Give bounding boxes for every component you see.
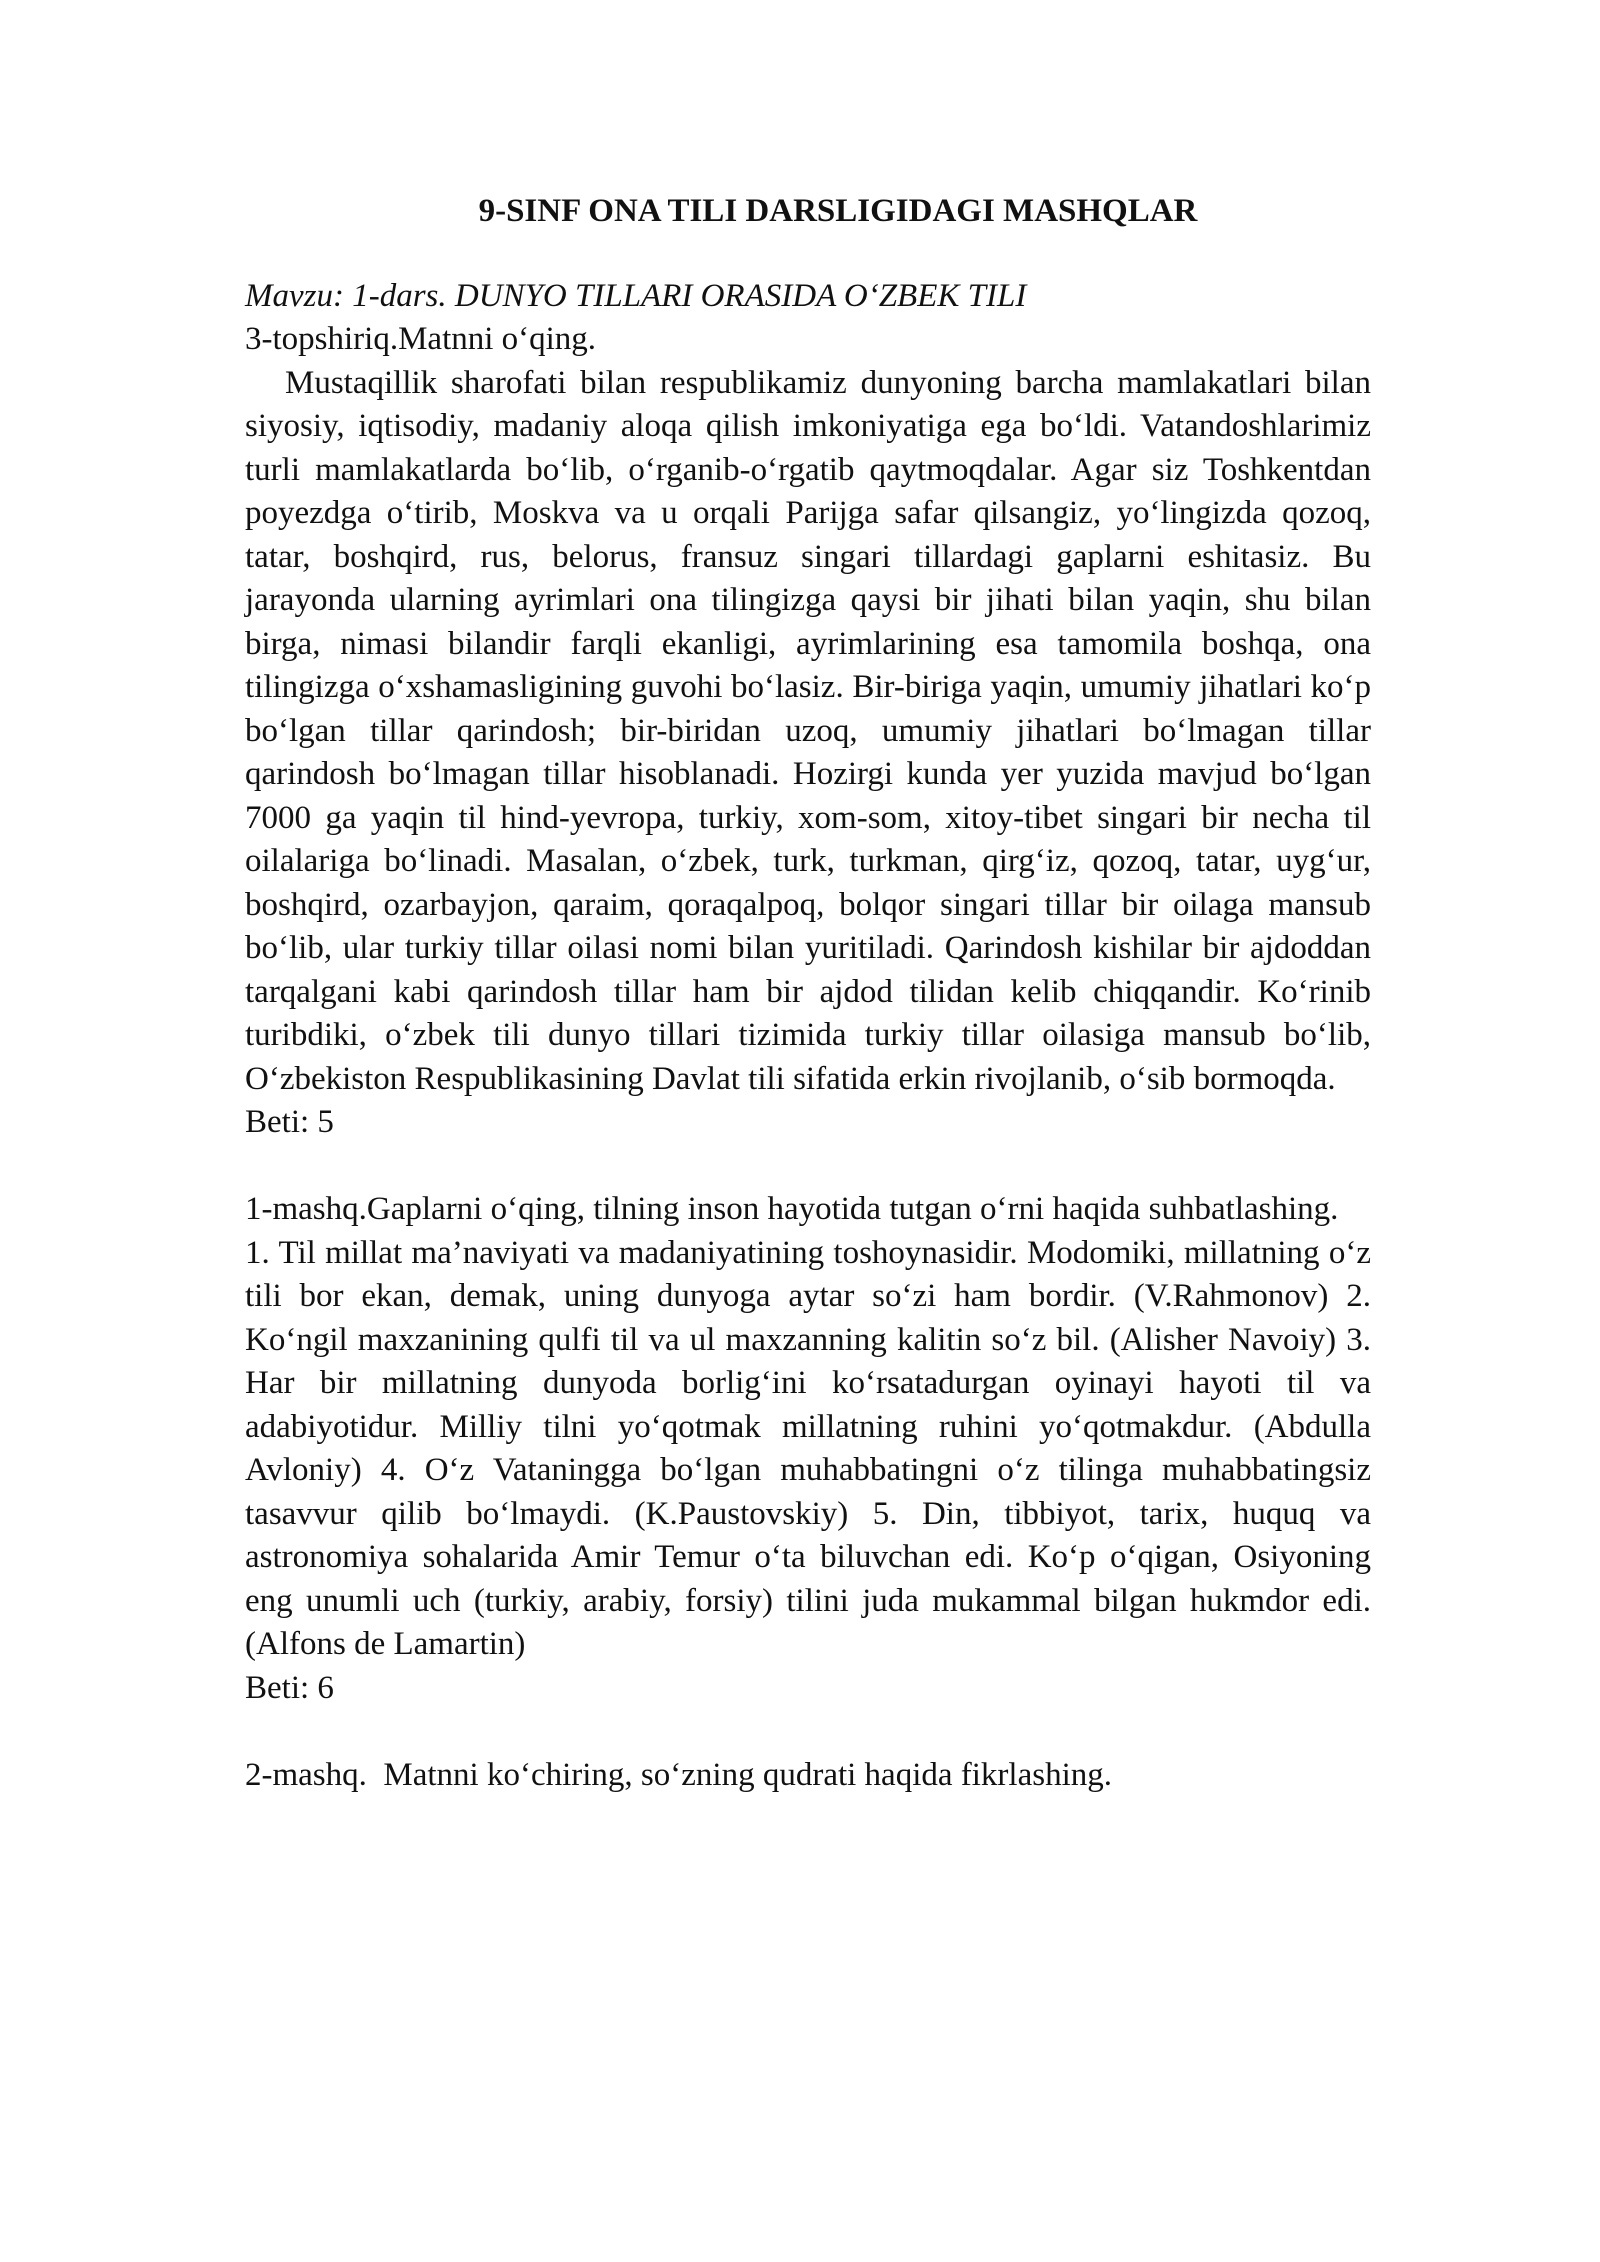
spacer [245, 1710, 1371, 1754]
page-reference: Beti: 6 [245, 1669, 334, 1706]
task-3-text: Mustaqillik sharofati bilan respublikamiz dunyoning barcha mamlakatlari bilan siyosiy, iqtisodiy, madaniy aloqa qilish imkoniyatiga ega bo‘ldi. Vatandoshlarimiz turli mamlakatlarda bo‘lib, o‘rganib-o‘rgatib qaytmoqdalar. Agar siz Toshkentdan poyezdga o‘tirib, Moskva va u orqali Parijga safar qilsangiz, yo‘lingizda qozoq, tatar, boshqird, rus, belorus, fransuz singari tillardagi gaplarni eshitasiz. Bu jarayonda ularning ayrimlari ona tilingizga qaysi bir jihati bilan yaqin, shu bilan birga, nimasi bilandir farqli ekanligi, ayrimlarining esa tamomila boshqa, ona tilingizga o‘xshamasligining guvohi bo‘lasiz. Bir-biriga yaqin, umumiy jihatlari ko‘p bo‘lgan tillar qarindosh; bir-biridan uzoq, umumiy jihatlari bo‘lmagan tillar qarindosh bo‘lmagan tillar hisoblanadi. Hozirgi kunda yer yuzida mavjud bo‘lgan 7000 ga yaqin til hind-yevropa, turkiy, xom-som, xitoy-tibet singari bir necha til oilalariga bo‘linadi. Masalan, o‘zbek, turk, turkman, qirg‘iz, qozoq, tatar, uyg‘ur, boshqird, ozarbayjon, qaraim, qoraqalpoq, bolqor singari tillar bir oilaga mansub bo‘lib, ular turkiy tillar oilasi nomi bilan yuritiladi. Qarindosh kishilar bir ajdoddan tarqalgani kabi qarindosh tillar ham bir ajdod tilidan kelib chiqqandir. Ko‘rinib turibdiki, o‘zbek tili dunyo tillari tizimida turkiy tillar oilasiga mansub bo‘lib, O‘zbekiston Respublikasining Davlat tili sifatida erkin rivojlanib, o‘sib bormoqda. [245, 364, 1371, 1097]
page-reference: Beti: 5 [245, 1104, 334, 1140]
task-3-heading: 3-topshiriq.Matnni o‘qing. [245, 321, 597, 357]
exercise-2-heading: 2-mashq. Matnni ko‘chiring, so‘zning qudrati haqida fikrlashing. [245, 1756, 1112, 1793]
document-page [245, 190, 1371, 1797]
spacer [245, 1145, 1371, 1189]
lesson-topic: Mavzu: 1-dars. DUNYO TILLARI ORASIDA O‘ZBEK TILI [245, 277, 1027, 314]
document-title: 9-SINF ONA TILI DARSLIGIDAGI MASHQLAR [478, 193, 1198, 229]
exercise-1-heading: 1-mashq.Gaplarni o‘qing, tilning inson hayotida tutgan o‘rni haqida suhbatlashing. [245, 1191, 1339, 1227]
exercise-1-text: 1. Til millat ma’naviyati va madaniyatining toshoynasidir. Modomiki, millatning o‘z tili bor ekan, demak, uning dunyoga aytar so‘zi ham bordir. (V.Rahmonov) 2. Ko‘ngil maxzanining qulfi til va ul maxzanning kalitin so‘z bil. (Alisher Navoiy) 3. Har bir millatning dunyoda borlig‘ini ko‘rsatadurgan oyinayi hayoti til va adabiyotidur. Milliy tilni yo‘qotmak millatning ruhini yo‘qotmakdur. (Abdulla Avloniy) 4. O‘z Vataningga bo‘lgan muhabbatingni o‘z tilinga muhabbatingsiz tasavvur qilib bo‘lmaydi. (K.Paustovskiy) 5. Din, tibbiyot, tarix, huquq va astronomiya sohalarida Amir Temur o‘ta biluvchan edi. Ko‘p o‘qigan, Osiyoning eng unumli uch (turkiy, arabiy, forsiy) tilini juda mukammal bilgan hukmdor edi. (Alfons de Lamartin) [245, 1234, 1371, 1662]
